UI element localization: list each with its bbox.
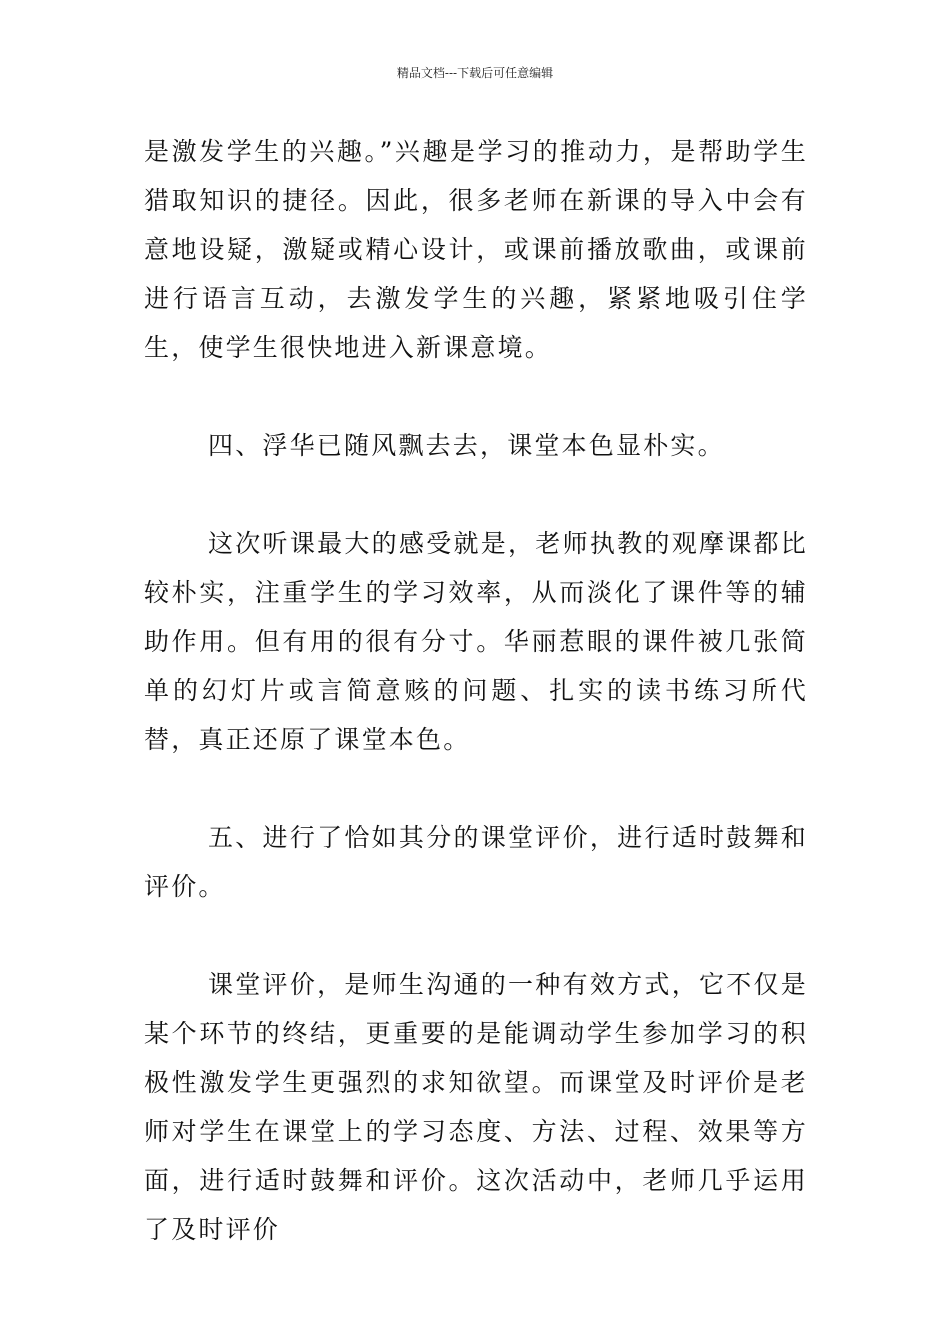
section-heading-5: 五、进行了恰如其分的课堂评价，进行适时鼓舞和评价。 — [144, 823, 808, 901]
paragraph-section-5: 课堂评价，是师生沟通的一种有效方式，它不仅是某个环节的终结，更重要的是能调动学生参加学习的积极性激发学生更强烈的求知欲望。而课堂及时评价是老师对学生在课堂上的学习态度、方法、过程、效果等方面，进行适时鼓舞和评价。这次活动中，老师几乎运用了及时评价 — [144, 970, 808, 1244]
section-heading-4: 四、浮华已随风飘去去，课堂本色显朴实。 — [208, 431, 725, 460]
page-header: 精品文档---下载后可任意编辑 — [396, 66, 554, 80]
paragraph-section-4: 这次听课最大的感受就是，老师执教的观摩课都比较朴实，注重学生的学习效率，从而淡化了课件等的辅助作用。但有用的很有分寸。华丽惹眼的课件被几张简单的幻灯片或言简意赅的问题、扎实的读书练习所代替，真正还原了课堂本色。 — [144, 529, 808, 754]
document-body — [144, 127, 808, 1254]
paragraph-continuation: 是激发学生的兴趣。”兴趣是学习的推动力，是帮助学生猎取知识的捷径。因此，很多老师在新课的导入中会有意地设疑，激疑或精心设计，或课前播放歌曲，或课前进行语言互动，去激发学生的兴趣，紧紧地吸引住学生，使学生很快地进入新课意境。 — [144, 137, 808, 362]
